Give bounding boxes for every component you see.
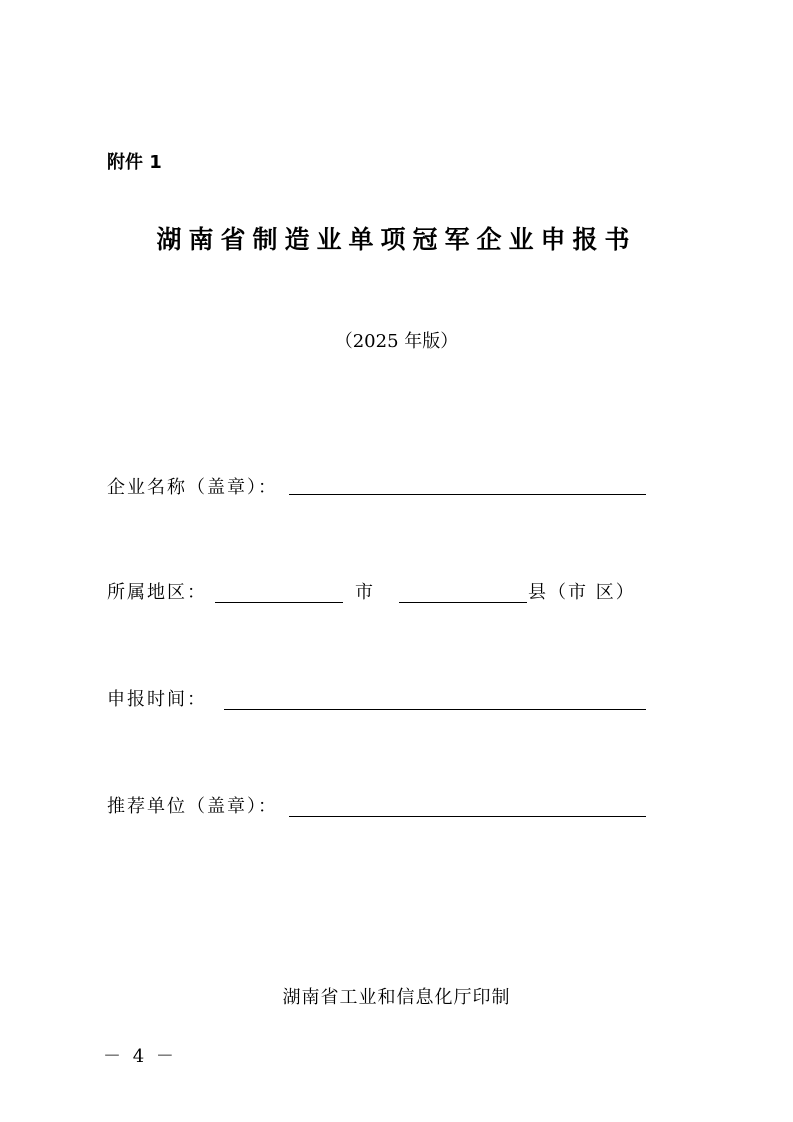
apply-date-label: 申报时间： [107,689,207,710]
company-name-field[interactable] [289,494,646,495]
region-county-suffix: 县（市 区） [528,582,636,603]
region-label: 所属地区： [107,582,207,603]
document-title: 湖南省制造业单项冠军企业申报书 [156,225,637,254]
page-number: － 4 － [103,1046,177,1067]
region-county-field[interactable] [399,602,527,603]
region-city-field[interactable] [215,602,343,603]
recommender-field[interactable] [289,816,646,817]
apply-date-field[interactable] [224,709,646,710]
attachment-label: 附件 1 [107,152,162,173]
region-city-suffix: 市 [355,582,375,603]
imprint-text: 湖南省工业和信息化厅印制 [282,987,511,1008]
company-name-label: 企业名称（盖章）： [107,477,278,498]
edition-label: （2025 年版） [334,331,459,352]
recommender-label: 推荐单位（盖章）： [107,796,278,817]
